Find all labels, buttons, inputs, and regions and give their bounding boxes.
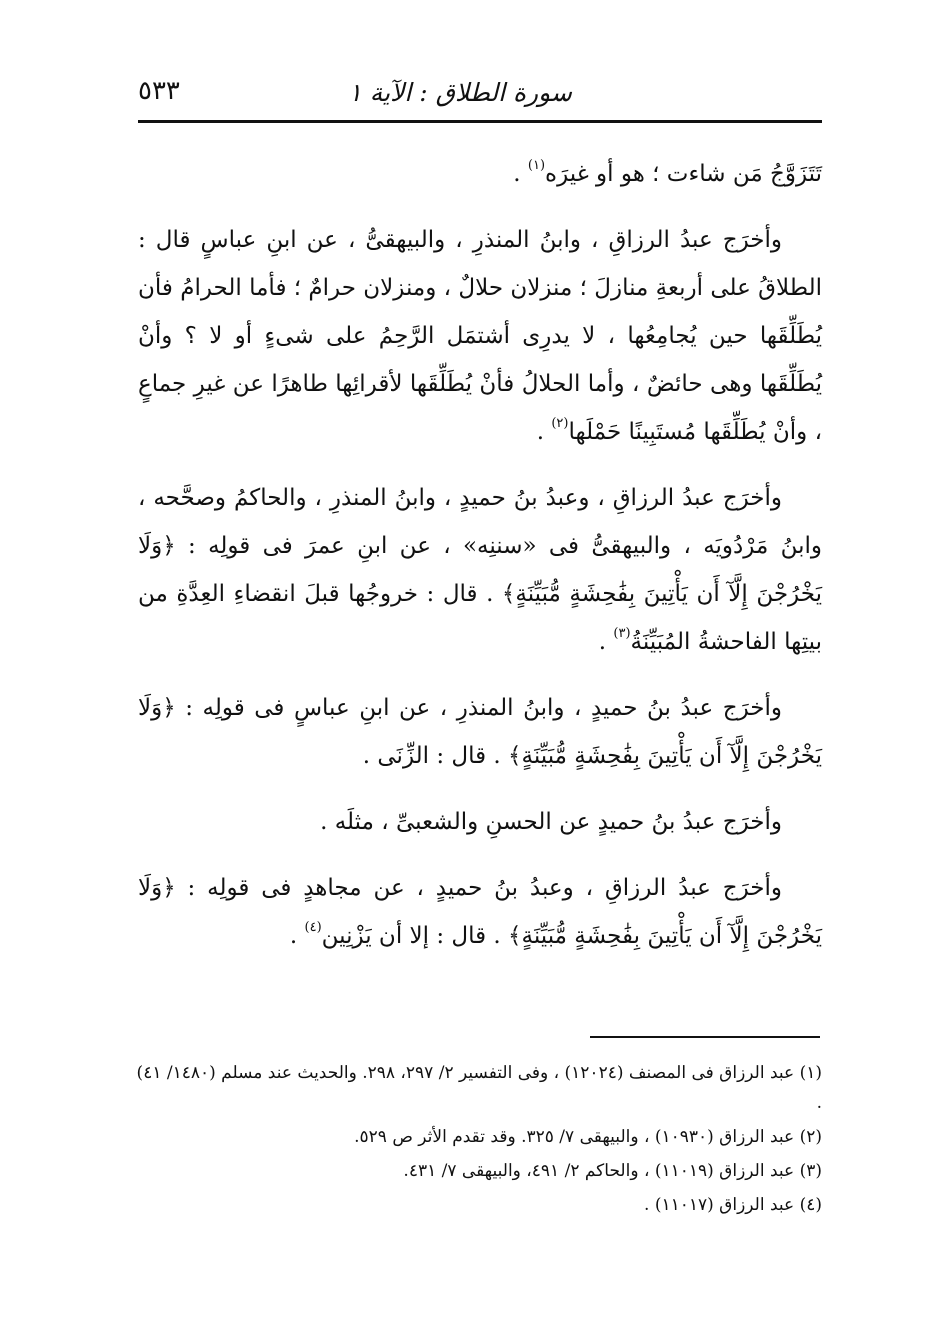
- footnote-ref-3: (٣): [613, 626, 631, 641]
- paragraph-5: وأخرَج عبدُ بنُ حميدٍ عن الحسنِ والشعبىِّ ، مثلَه .: [320, 809, 782, 835]
- paragraph-2: وأخرَج عبدُ الرزاقِ ، وابنُ المنذرِ ، والبيهقىُّ ، عن ابنِ عباسٍ قال : الطلاقُ على أربعةِ منازلَ ؛ منزلان حلالٌ ، ومنزلان حرامٌ ؛ فأما الحرامُ فأن يُطَلِّقَها حين يُجامِعُها ، لا يدرِى أشتمَل الرَّحِمُ على شىءٍ أو لا ؟ وأنْ يُطَلِّقَها وهى حائضٌ ، وأما الحلالُ فأنْ يُطَلِّقَها لأقرائِها طاهرًا عن غيرِ جماعٍ ، وأنْ يُطَلِّقَها مُستَبِينًا حَمْلَها$^{(٢)}$ .: [138, 227, 822, 445]
- footnote-3: (٣) عبد الرزاق (١١٠١٩) ، والحاكم ٢/ ٤٩١، والبيهقى ٧/ ٤٣١.: [403, 1161, 822, 1181]
- footnote-4: (٤) عبد الرزاق (١١٠١٧) .: [644, 1195, 822, 1215]
- footnote-1: (١) عبد الرزاق فى المصنف (١٢٠٢٤) ، وفى التفسير ٢/ ٢٩٧، ٢٩٨. والحديث عند مسلم (١٤٨٠/ ٤١) .: [136, 1063, 822, 1113]
- page-header: [138, 70, 822, 123]
- page-number: ٥٣٣: [138, 76, 180, 106]
- paragraph-3: وأخرَج عبدُ الرزاقِ ، وعبدُ بنُ حميدٍ ، وابنُ المنذرِ ، والحاكمُ وصحَّحه ، وابنُ مَرْدُويَه ، والبيهقىُّ فى «سننِه» ، عن ابنِ عمرَ فى قولِه : ﴿وَلَا يَخْرُجْنَ إِلَّآ أَن يَأْتِينَ بِفَٰحِشَةٍ مُّبَيِّنَةٍ﴾ . قال : خروجُها قبلَ انقضاءِ العِدَّةِ من بيتِها الفاحشةُ المُبَيِّنَةُ$^{(٣)}$ .: [138, 485, 822, 655]
- paragraph-1: تَتَزَوَّجُ مَن شاءت ؛ هو أو غيرَه$^{(١)}$ .: [513, 158, 822, 187]
- footnote-2: (٢) عبد الرزاق (١٠٩٣٠) ، والبيهقى ٧/ ٣٢٥. وقد تقدم الأثر ص ٥٢٩.: [354, 1127, 822, 1147]
- paragraph-6: وأخرَج عبدُ الرزاقِ ، وعبدُ بنُ حميدٍ ، عن مجاهدٍ فى قولِه : ﴿وَلَا يَخْرُجْنَ إِلَّآ أَن يَأْتِينَ بِفَٰحِشَةٍ مُّبَيِّنَةٍ﴾ . قال : إلا أن يَزْنِين$^{(٤)}$ .: [138, 875, 822, 949]
- footnote-ref-1: (١): [527, 158, 546, 173]
- footnote-separator: [590, 1036, 820, 1038]
- footnote-ref-4: (٤): [304, 920, 322, 935]
- running-title: سورة الطلاق : الآية ١: [348, 78, 572, 107]
- paragraph-4: وأخرَج عبدُ بنُ حميدٍ ، وابنُ المنذرِ ، عن ابنِ عباسٍ فى قولِه : ﴿وَلَا يَخْرُجْنَ إِلَّآ أَن يَأْتِينَ بِفَٰحِشَةٍ مُّبَيِّنَةٍ﴾ . قال : الزِّنَى .: [138, 695, 822, 769]
- main-text: [138, 150, 822, 960]
- footnotes: [130, 1058, 822, 1224]
- footnote-ref-2: (٢): [551, 416, 569, 431]
